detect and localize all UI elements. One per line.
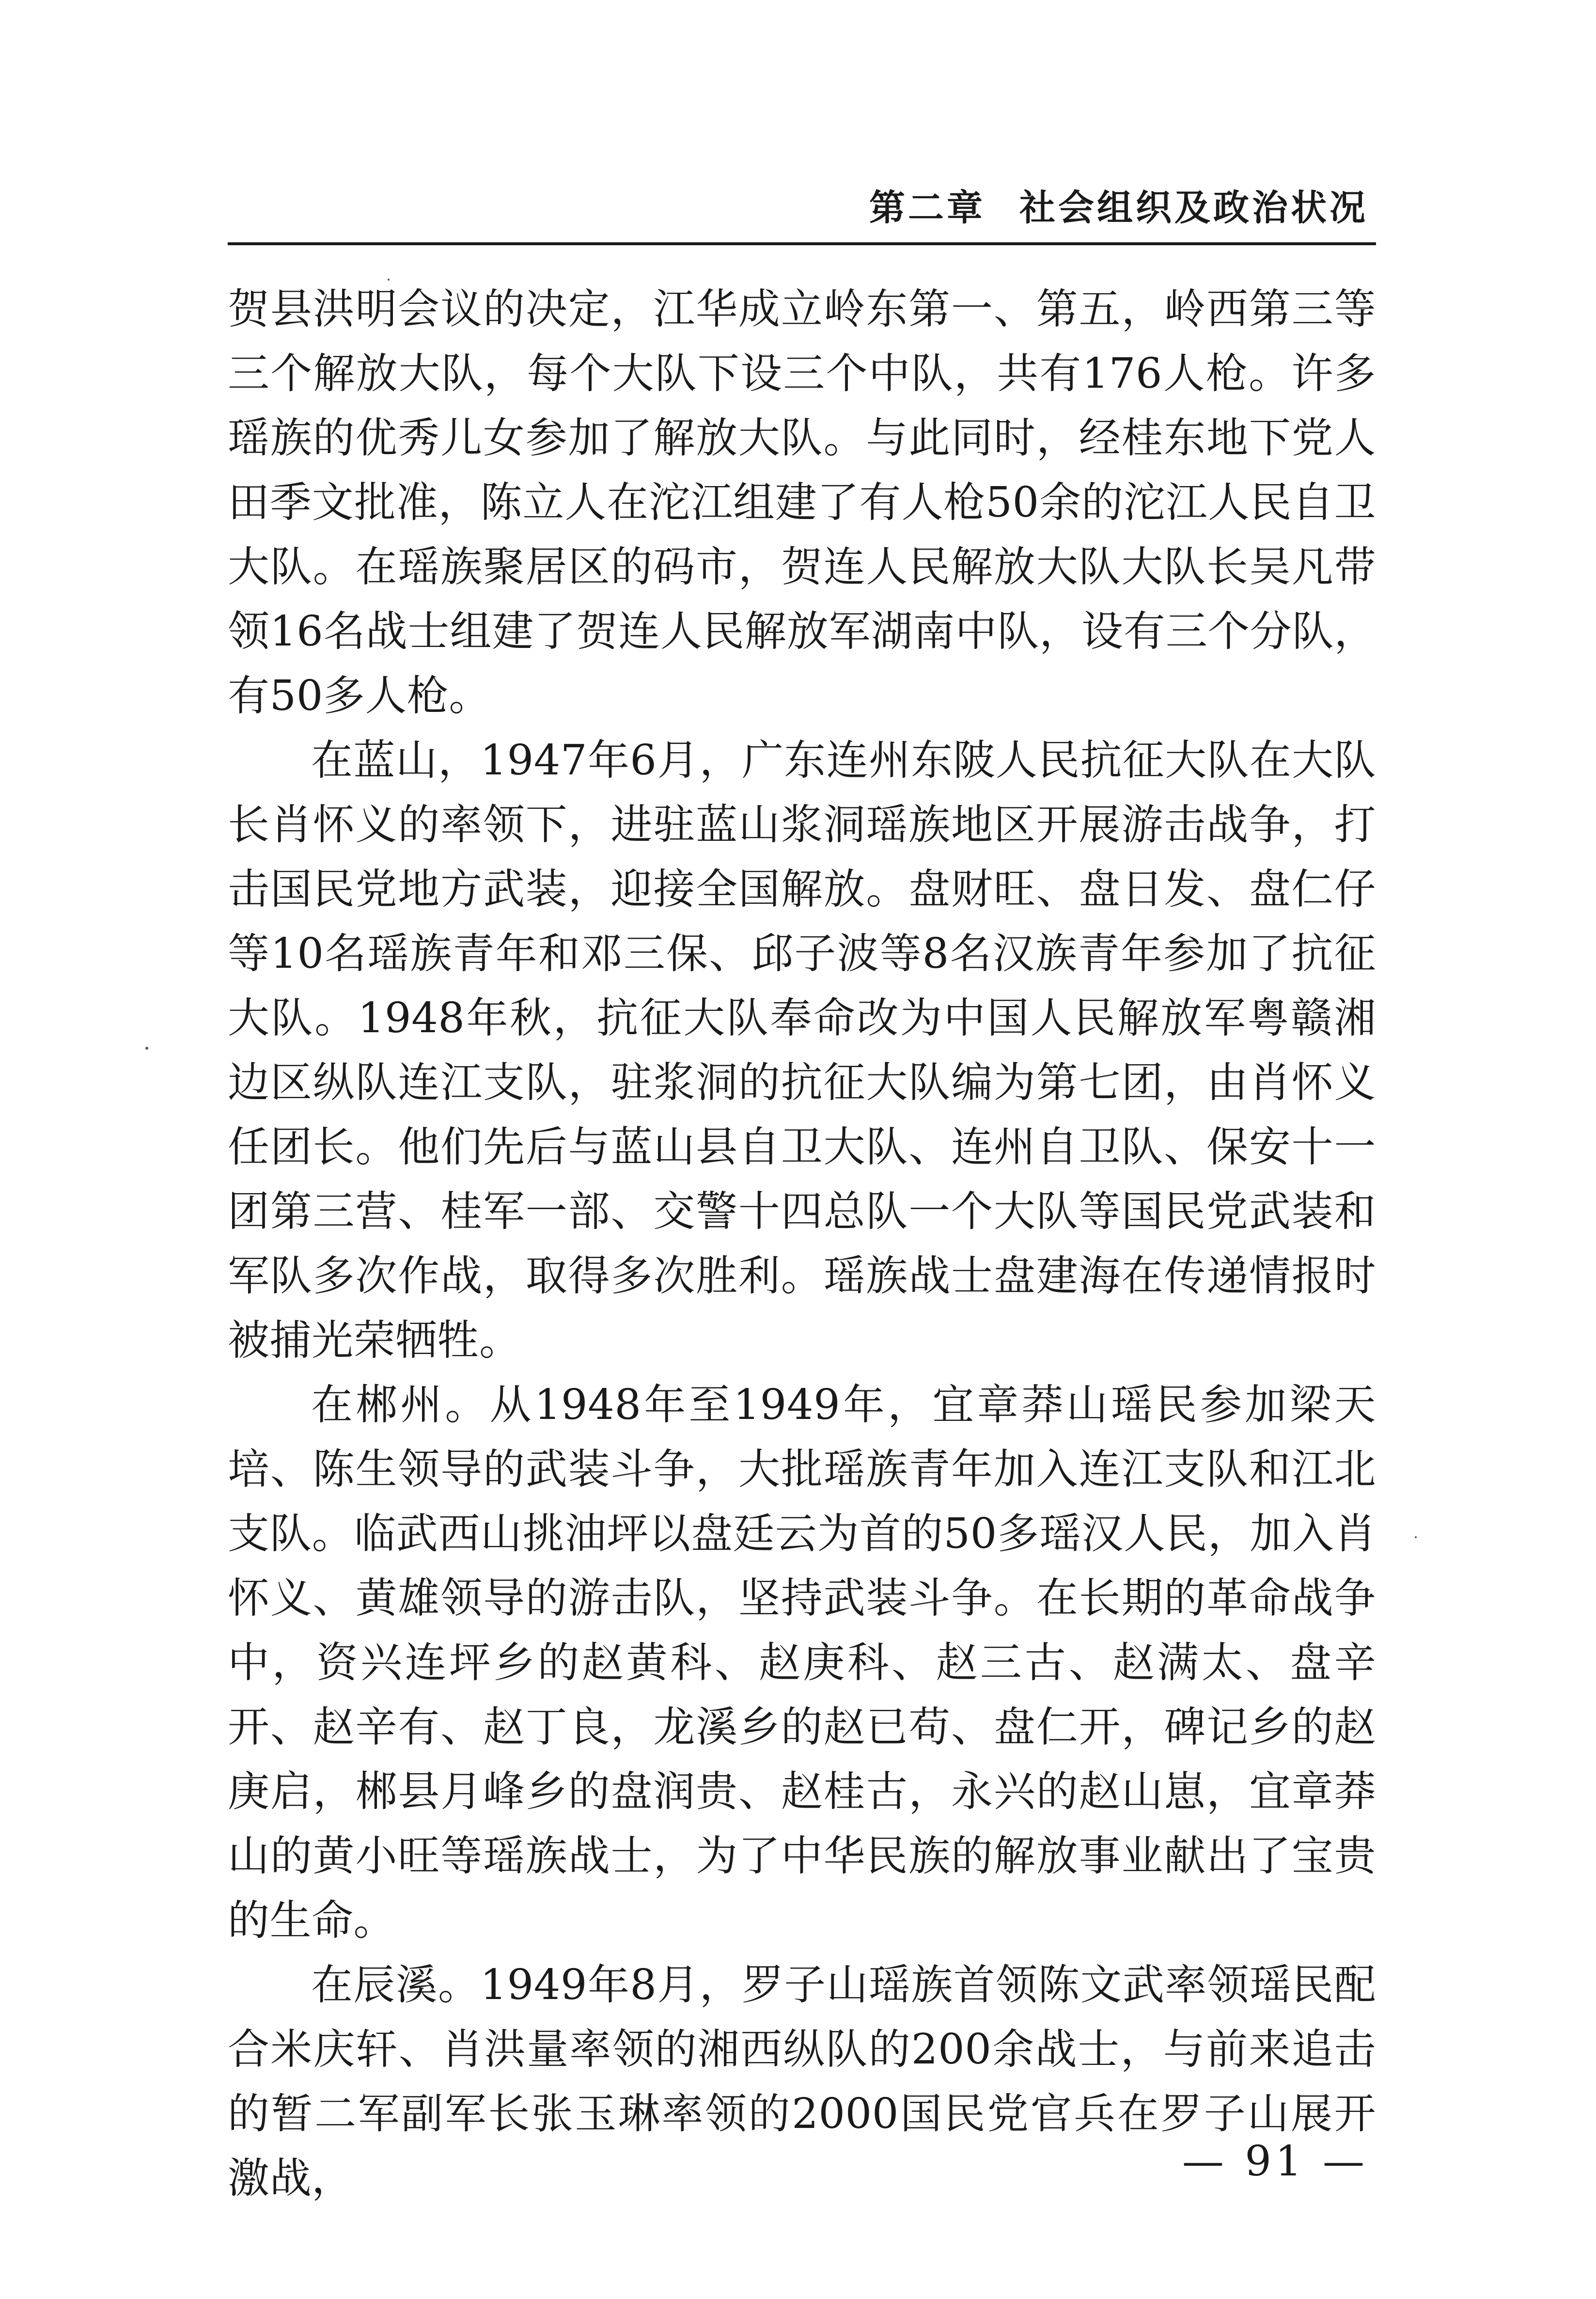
paragraph: 贺县洪明会议的决定，江华成立岭东第一、第五，岭西第三等三个解放大队，每个大队下设三个中队，共有176人枪。许多瑶族的优秀儿女参加了解放大队。与此同时，经桂东地下党人田季文批准，陈立人在沱江组建了有人枪50余的沱江人民自卫大队。在瑶族聚居区的码市，贺连人民解放大队大队长吴凡带领16名战士组建了贺连人民解放军湖南中队，设有三个分队，有50多人枪。 [228,285,1376,720]
chapter-label: 第二章 [869,187,986,229]
scan-speck [145,1047,148,1050]
body-text [228,277,1376,2211]
header-rule [228,242,1376,245]
paragraph: 在蓝山，1947年6月，广东连州东陂人民抗征大队在大队长肖怀义的率领下，进驻蓝山浆洞瑶族地区开展游击战争，打击国民党地方武装，迎接全国解放。盘财旺、盘日发、盘仁仔等10名瑶族青年和邓三保、邱子波等8名汉族青年参加了抗征大队。1948年秋，抗征大队奉命改为中国人民解放军粤赣湘边区纵队连江支队，驻浆洞的抗征大队编为第七团，由肖怀义任团长。他们先后与蓝山县自卫大队、连州自卫队、保安十一团第三营、桂军一部、交警十四总队一个大队等国民党武装和军队多次作战，取得多次胜利。瑶族战士盘建海在传递情报时被捕光荣牺牲。 [228,736,1376,1365]
paragraph: 在辰溪。1949年8月，罗子山瑶族首领陈文武率领瑶民配合米庆轩、肖洪量率领的湘西纵队的200余战士，与前来追击的暂二军副军长张玉琳率领的2000国民党官兵在罗子山展开激战， [228,1961,1376,2203]
scan-speck [388,279,390,281]
running-header [869,179,1368,231]
scan-speck [1415,1536,1417,1538]
section-title: 社会组织及政治状况 [1019,187,1368,229]
page-number: — 91 — [1182,2137,1368,2186]
paragraph: 在郴州。从1948年至1949年，宜章莽山瑶民参加梁天培、陈生领导的武装斗争，大批瑶族青年加入连江支队和江北支队。临武西山挑油坪以盘廷云为首的50多瑶汉人民，加入肖怀义、黄雄领导的游击队，坚持武装斗争。在长期的革命战争中，资兴连坪乡的赵黄科、赵庚科、赵三古、赵满太、盘辛开、赵辛有、赵丁良，龙溪乡的赵已苟、盘仁开，碑记乡的赵庚启，郴县月峰乡的盘润贵、赵桂古，永兴的赵山崽，宜章莽山的黄小旺等瑶族战士，为了中华民族的解放事业献出了宝贵的生命。 [228,1381,1376,1945]
